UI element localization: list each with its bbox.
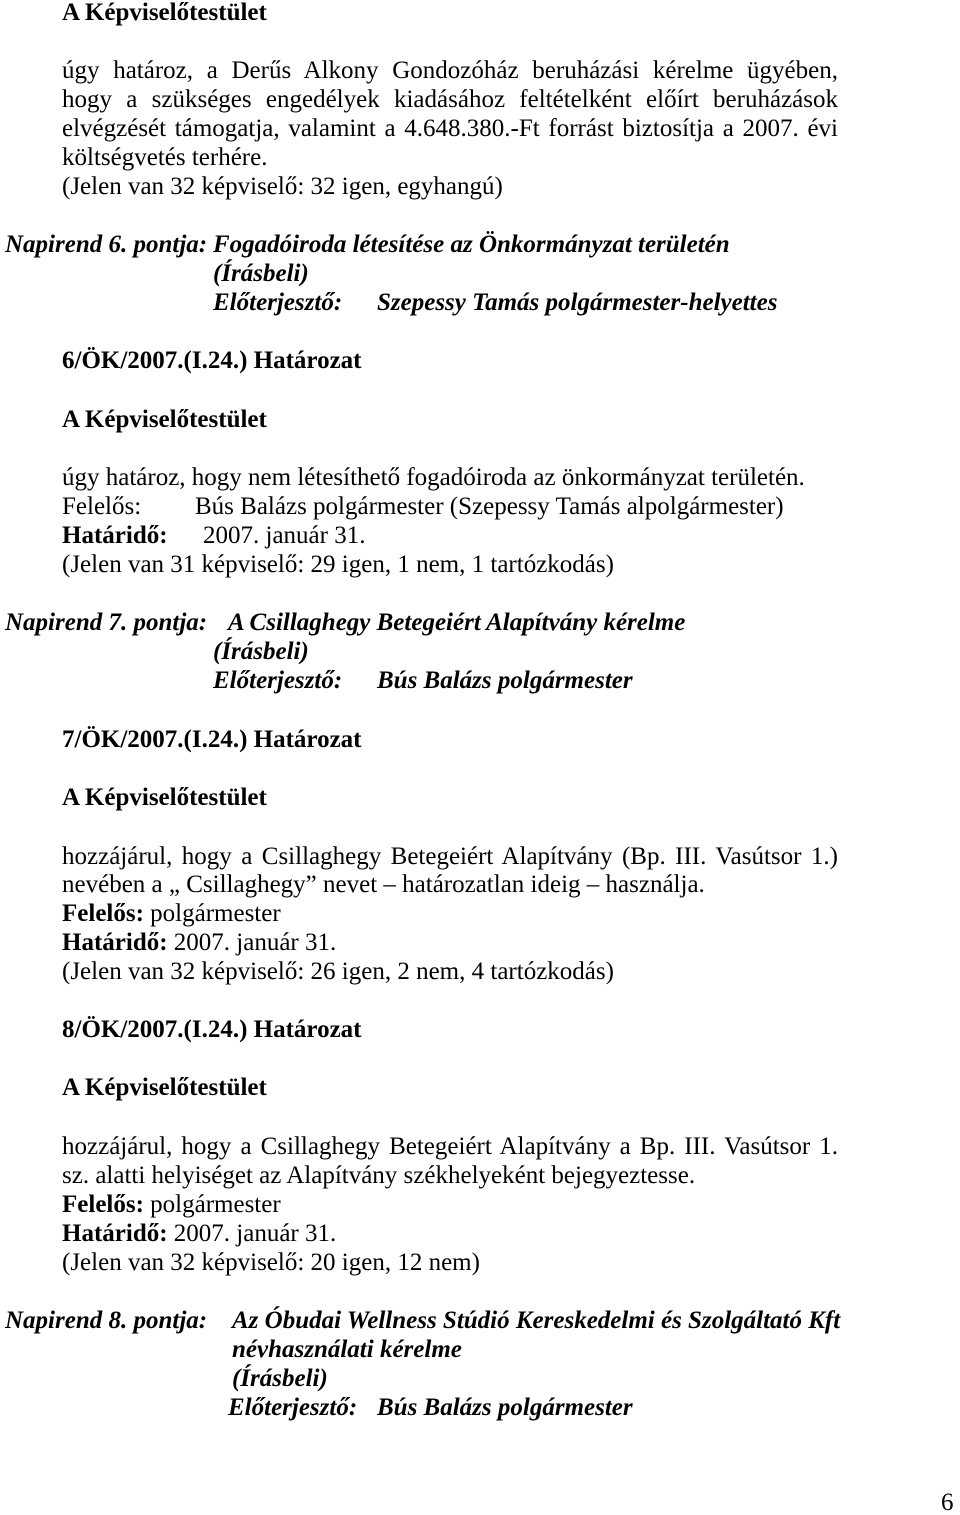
resolution-8-deadline: 2007. január 31.	[173, 1220, 337, 1247]
resolution-6-body: A Képviselőtestület	[62, 406, 267, 433]
resolution-6-responsible: Bús Balázs polgármester (Szepessy Tamás alpolgármester)	[195, 493, 784, 520]
agenda-8-format: (Írásbeli)	[232, 1365, 328, 1392]
agenda-8-title: névhasználati kérelme	[232, 1336, 462, 1363]
agenda-6-label: Napirend 6. pontja:	[5, 231, 208, 258]
agenda-7-presenter-label: Előterjesztő:	[213, 667, 343, 694]
intro-text-line: úgy határoz, a Derűs Alkony Gondozóház beruházási kérelme ügyében,	[62, 57, 838, 84]
resolution-6-responsible-label: Felelős:	[62, 493, 142, 520]
resolution-6-deadline: 2007. január 31.	[203, 522, 366, 549]
resolution-7-text-line: hozzájárul, hogy a Csillaghegy Betegeiért Alapítvány (Bp. III. Vasútsor 1.)	[62, 843, 838, 870]
resolution-7-text-line: nevében a „ Csillaghegy” nevet – határozatlan ideig – használja.	[62, 871, 705, 898]
agenda-8-title: Az Óbudai Wellness Stúdió Kereskedelmi és Szolgáltató Kft	[232, 1307, 841, 1334]
resolution-6-text-line: úgy határoz, hogy nem létesíthető fogadóiroda az önkormányzat területén.	[62, 464, 805, 491]
agenda-6-presenter: Szepessy Tamás polgármester-helyettes	[377, 289, 778, 316]
agenda-8-presenter: Bús Balázs polgármester	[377, 1394, 633, 1421]
intro-text-line: elvégzését támogatja, valamint a 4.648.380.-Ft forrást biztosítja a 2007. évi	[62, 115, 838, 142]
intro-text-line: hogy a szükséges engedélyek kiadásához feltételként előírt beruházások	[62, 86, 838, 113]
resolution-6-deadline-label: Határidő:	[62, 522, 168, 549]
agenda-6-title: Fogadóiroda létesítése az Önkormányzat területén	[213, 231, 730, 258]
resolution-6-vote: (Jelen van 31 képviselő: 29 igen, 1 nem, 1 tartózkodás)	[62, 551, 614, 578]
intro-heading: A Képviselőtestület	[62, 0, 267, 26]
agenda-8-label: Napirend 8. pontja:	[5, 1307, 208, 1334]
agenda-7-label: Napirend 7. pontja:	[5, 609, 208, 636]
resolution-8-text-line: hozzájárul, hogy a Csillaghegy Betegeiért Alapítvány a Bp. III. Vasútsor 1.	[62, 1133, 838, 1160]
resolution-8-deadline-label: Határidő:	[62, 1220, 168, 1247]
agenda-7-presenter: Bús Balázs polgármester	[377, 667, 633, 694]
resolution-7-vote: (Jelen van 32 képviselő: 26 igen, 2 nem, 4 tartózkodás)	[62, 958, 614, 985]
resolution-8-deadline-line	[62, 1219, 336, 1248]
agenda-6-presenter-label: Előterjesztő:	[213, 289, 343, 316]
resolution-8-responsible-label: Felelős:	[62, 1191, 144, 1218]
resolution-7-body: A Képviselőtestület	[62, 784, 267, 811]
resolution-7-deadline: 2007. január 31.	[173, 929, 337, 956]
resolution-8-vote: (Jelen van 32 képviselő: 20 igen, 12 nem)	[62, 1249, 480, 1276]
resolution-8-body: A Képviselőtestület	[62, 1074, 267, 1101]
resolution-6-number: 6/ÖK/2007.(I.24.) Határozat	[62, 347, 362, 374]
resolution-8-responsible: polgármester	[150, 1191, 281, 1218]
agenda-6-format: (Írásbeli)	[213, 260, 309, 287]
agenda-7-format: (Írásbeli)	[213, 638, 309, 665]
agenda-7-title: A Csillaghegy Betegeiért Alapítvány kérelme	[228, 609, 686, 636]
resolution-7-responsible-label: Felelős:	[62, 900, 144, 927]
intro-vote: (Jelen van 32 képviselő: 32 igen, egyhangú)	[62, 173, 503, 200]
resolution-7-deadline-line	[62, 928, 336, 957]
resolution-8-text-line: sz. alatti helyiséget az Alapítvány székhelyeként bejegyeztesse.	[62, 1162, 696, 1189]
agenda-8-presenter-label: Előterjesztő:	[228, 1394, 358, 1421]
resolution-7-responsible-line	[62, 899, 281, 928]
intro-text-line: költségvetés terhére.	[62, 144, 268, 171]
resolution-8-number: 8/ÖK/2007.(I.24.) Határozat	[62, 1016, 362, 1043]
resolution-7-responsible: polgármester	[150, 900, 281, 927]
resolution-8-responsible-line	[62, 1190, 281, 1219]
resolution-7-deadline-label: Határidő:	[62, 929, 168, 956]
page-number: 6	[941, 1489, 954, 1515]
resolution-7-number: 7/ÖK/2007.(I.24.) Határozat	[62, 726, 362, 753]
